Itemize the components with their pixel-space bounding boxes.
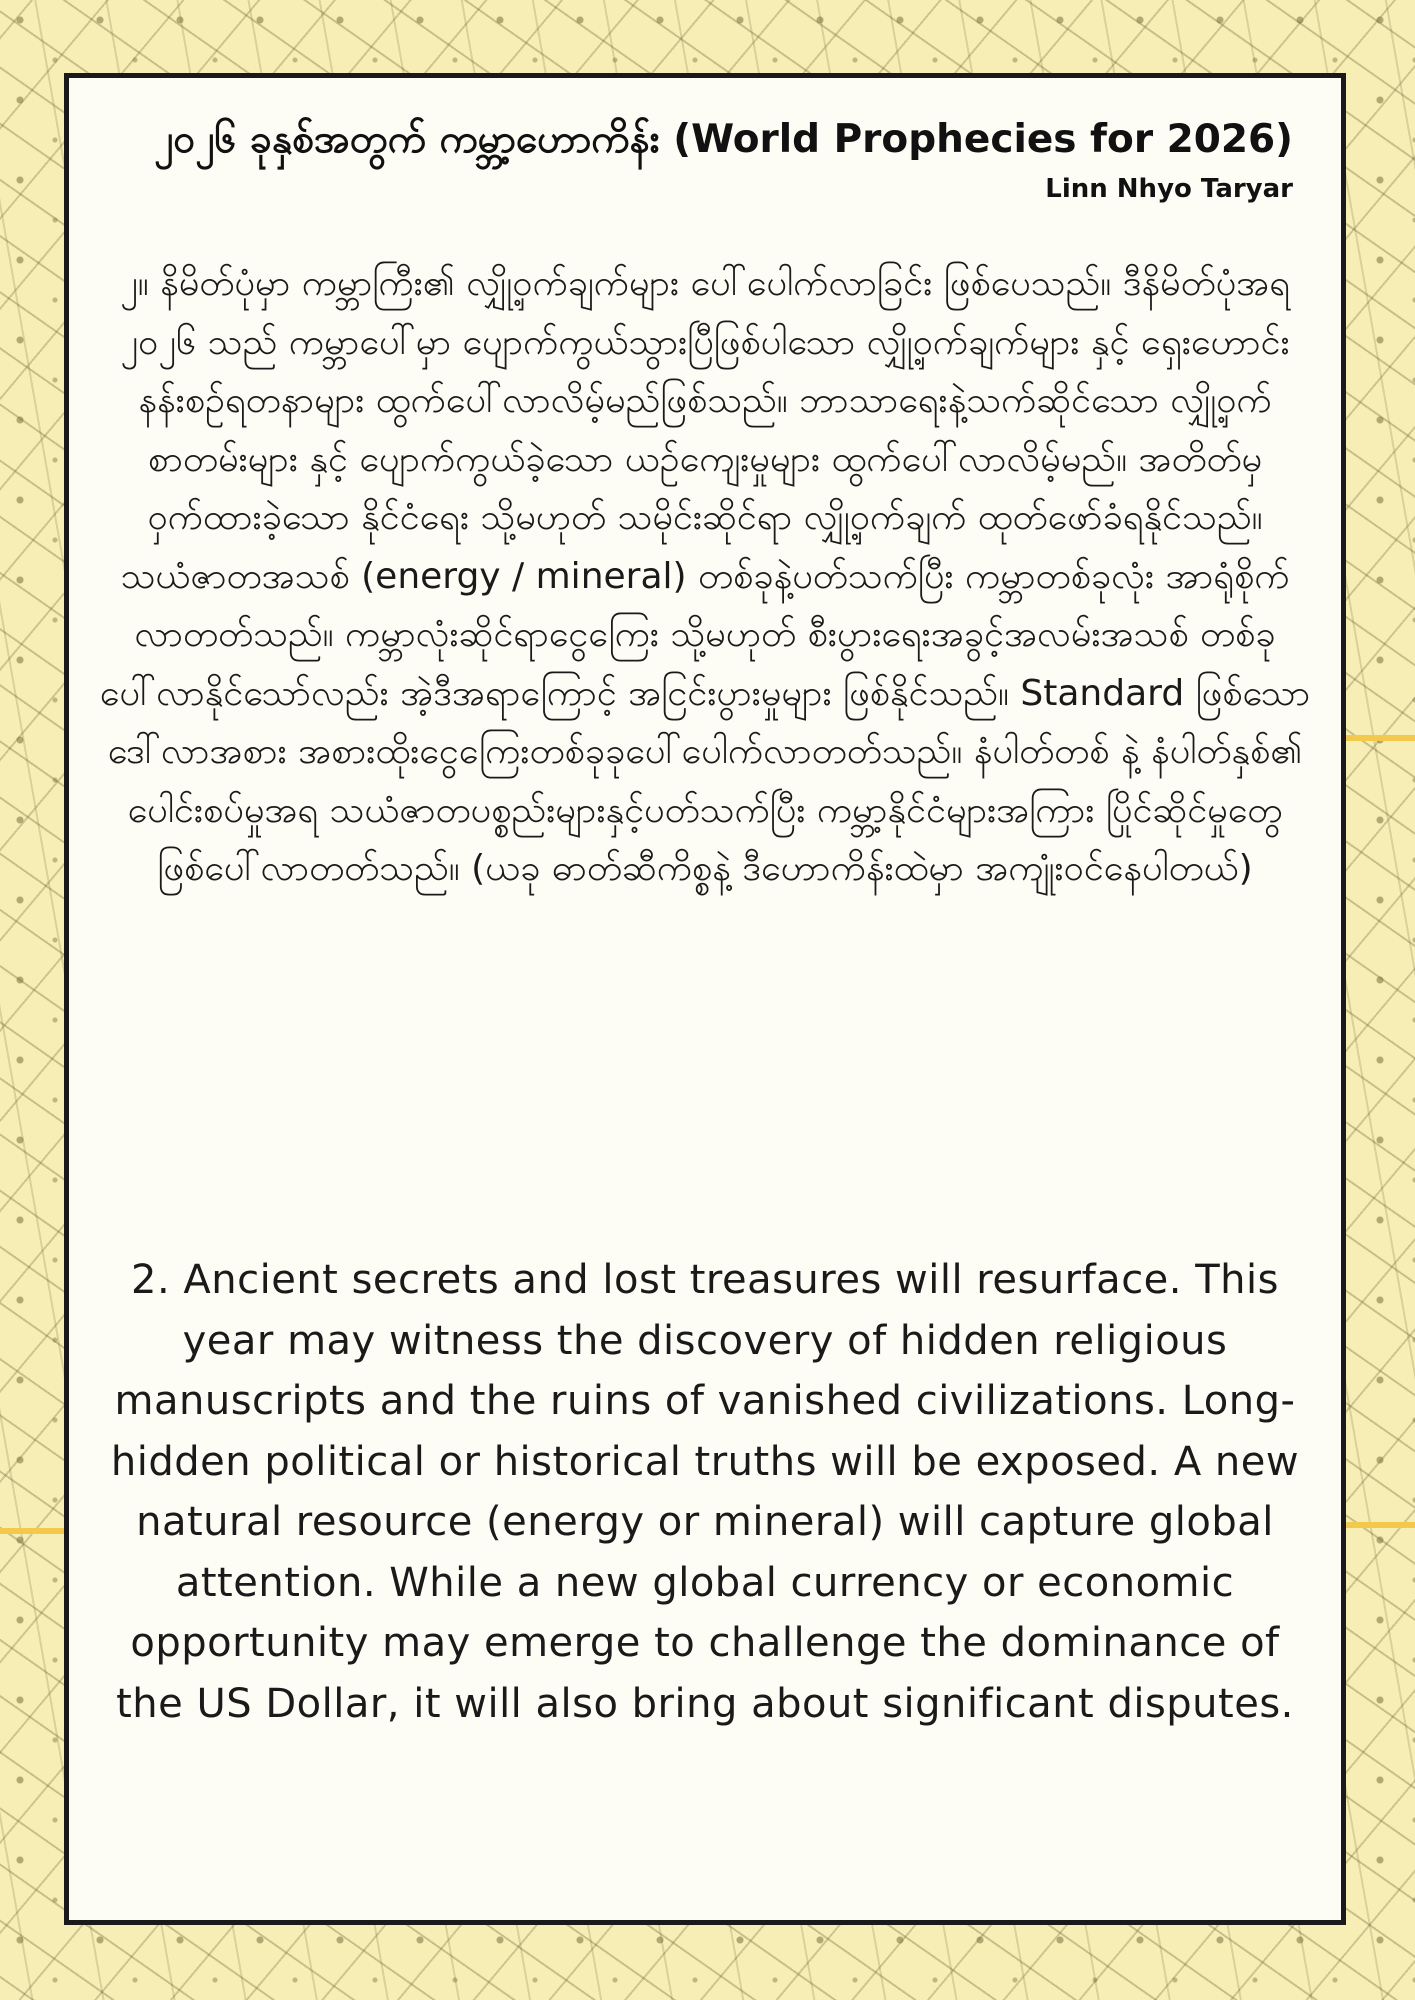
decorative-stripe-right-lower (1346, 1522, 1415, 1528)
page-header (154, 114, 1293, 208)
burmese-paragraph: ၂။ နိမိတ်ပုံမှာ ကမ္ဘာကြီး၏ လျှို့ဝှက်ချက်များ ပေါ်ပေါက်လာခြင်း ဖြစ်ပေသည်။ ဒီနိမိတ်ပုံအရ ၂၀၂၆ သည် ကမ္ဘာပေါ်မှာ ပျောက်ကွယ်သွားပြီဖြစ်ပါသော လျှို့ဝှက်ချက်များ နှင့် ရှေးဟောင်း နန်းစဉ်ရတနာများ ထွက်ပေါ်လာလိမ့်မည်ဖြစ်သည်။ ဘာသာရေးနဲ့သက်ဆိုင်သော လျှို့ဝှက်စာတမ်းများ နှင့် ပျောက်ကွယ်ခဲ့သော ယဉ်ကျေးမှုများ ထွက်ပေါ်လာလိမ့်မည်။ အတိတ်မှ ဝှက်ထားခဲ့သော နိုင်ငံရေး သို့မဟုတ် သမိုင်းဆိုင်ရာ လျှို့ဝှက်ချက် ထုတ်ဖော်ခံရနိုင်သည်။ သယံဇာတအသစ် (energy / mineral) တစ်ခုနဲ့ပတ်သက်ပြီး ကမ္ဘာတစ်ခုလုံး အာရုံစိုက်လာတတ်သည်။ ကမ္ဘာလုံးဆိုင်ရာငွေကြေး သို့မဟုတ် စီးပွားရေးအခွင့်အလမ်းအသစ် တစ်ခု ပေါ်လာနိုင်သော်လည်း အဲ့ဒီအရာကြောင့် အငြင်းပွားမှုများ ဖြစ်နိုင်သည်။ Standard ဖြစ်သော ဒေါ်လာအစား အစားထိုးငွေကြေးတစ်ခုခုပေါ်ပေါက်လာတတ်သည်။ နံပါတ်တစ် နဲ့ နံပါတ်နှစ်၏ ပေါင်းစပ်မှုအရ သယံဇာတပစ္စည်းများနှင့်ပတ်သက်ပြီး ကမ္ဘာ့နိုင်ငံများအကြား ပြိုင်ဆိုင်မှုတွေ ဖြစ်ပေါ်လာတတ်သည်။ (ယခု ဓာတ်ဆီကိစ္စနဲ့ ဒီဟောကိန်းထဲမှာ အကျုံးဝင်နေပါတယ်) (99, 263, 1311, 889)
english-paragraph: 2. Ancient secrets and lost treasures will resurface. This year may witness the discovery of hidden religious manuscripts and the ruins of vanished civilizations. Long-hidden political or historical truths will be exposed. A new natural resource (energy or mineral) will capture global attention. While a new global currency or economic opportunity may emerge to challenge the dominance of the US Dollar, it will also bring about significant disputes. (110, 1257, 1300, 1727)
page-title: ၂၀၂၆ ခုနှစ်အတွက် ကမ္ဘာ့ဟောကိန်း (World Prophecies for 2026) (154, 117, 1293, 162)
decorative-stripe-left-lower (0, 1528, 64, 1534)
decorative-stripe-right-upper (1346, 735, 1415, 741)
content-card (64, 73, 1346, 1925)
author-name: Linn Nhyo Taryar (1045, 174, 1293, 204)
